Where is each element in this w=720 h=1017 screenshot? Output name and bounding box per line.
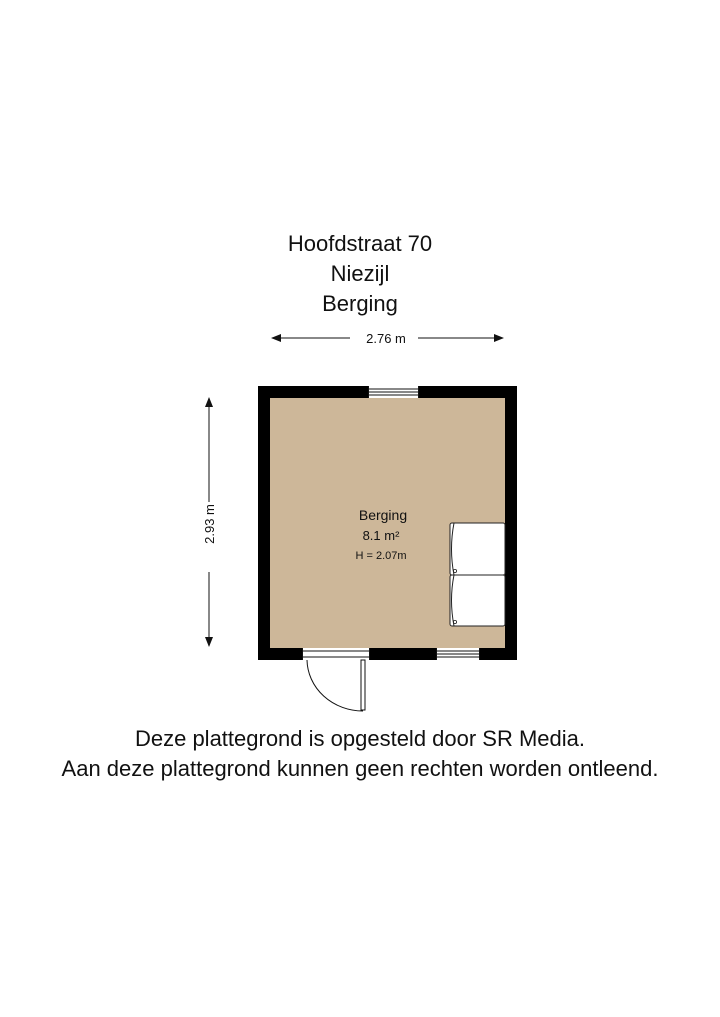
width-dimension — [272, 331, 503, 346]
storage-units — [450, 523, 505, 626]
depth-dimension — [202, 398, 217, 646]
room-height: H = 2.07m — [355, 550, 407, 562]
city-title: Niezijl — [330, 261, 390, 286]
width-dimension-label: 2.76 m — [366, 331, 406, 346]
storage-unit-top — [450, 523, 505, 575]
disclaimer-line-2: Aan deze plattegrond kunnen geen rechten worden ontleend. — [61, 756, 659, 781]
disclaimer-line-1: Deze plattegrond is opgesteld door SR Media. — [134, 726, 586, 751]
address-title: Hoofdstraat 70 — [287, 231, 433, 256]
door — [302, 648, 370, 711]
room-name: Berging — [358, 507, 408, 523]
door-leaf — [361, 660, 365, 710]
door-swing-arc — [307, 660, 363, 711]
top-window — [368, 386, 419, 398]
disclaimer — [0, 724, 720, 784]
floor-title: Berging — [322, 291, 398, 316]
bottom-window — [436, 648, 480, 660]
storage-unit-bottom — [450, 575, 505, 626]
depth-dimension-label: 2.93 m — [202, 504, 217, 544]
room-area: 8.1 m² — [362, 528, 400, 543]
